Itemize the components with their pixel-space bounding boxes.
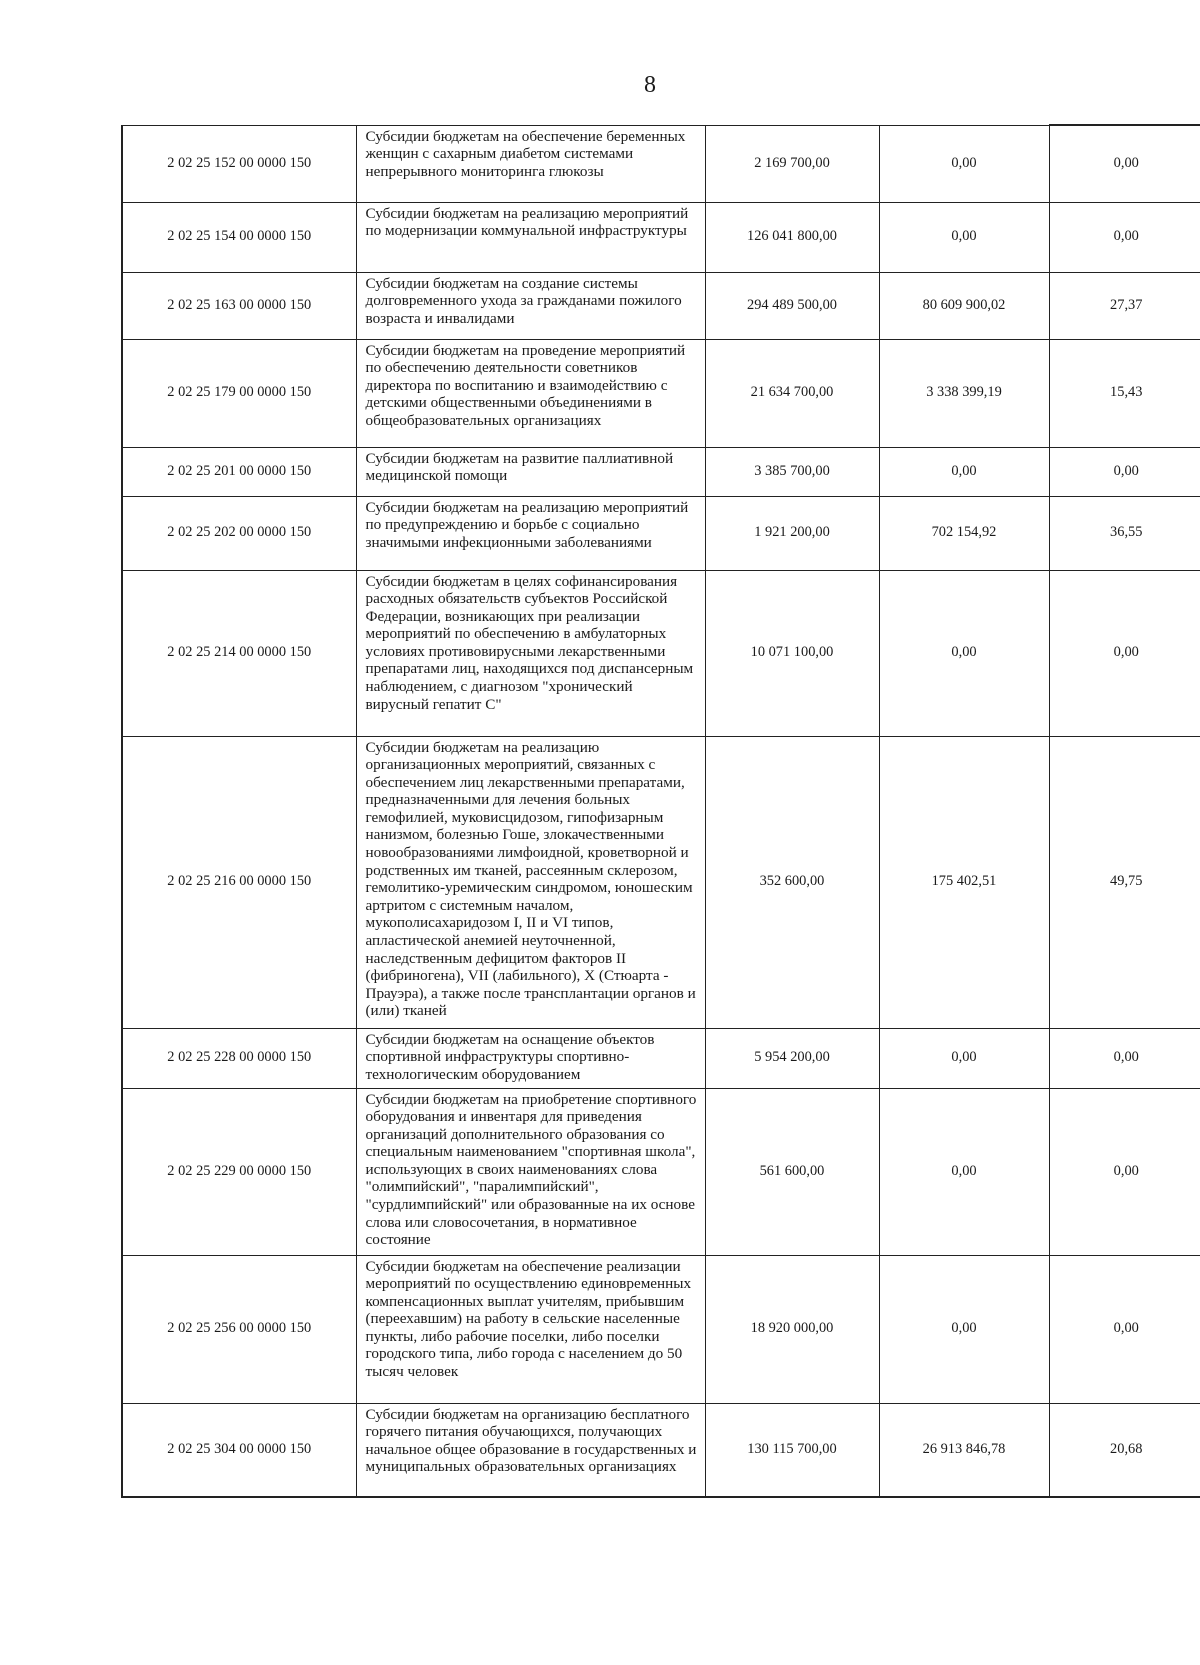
executed-amount-cell: 175 402,51: [879, 736, 1049, 1028]
table-row: [122, 447, 1200, 496]
execution-percent-cell: 27,37: [1049, 272, 1200, 339]
budget-code-cell: 2 02 25 163 00 0000 150: [122, 272, 356, 339]
execution-percent-cell: 0,00: [1049, 1088, 1200, 1255]
income-name-cell: Субсидии бюджетам на обеспечение реализации мероприятий по осуществлению единовременных компенсационных выплат учителям, прибывшим (переехавшим) на работу в сельские населенные пункты, либо рабочие поселки, либо поселки городского типа, либо города с населением до 50 тысяч человек: [356, 1255, 705, 1403]
executed-amount-cell: 0,00: [879, 570, 1049, 736]
planned-amount-cell: 1 921 200,00: [705, 496, 879, 570]
income-name-cell: Субсидии бюджетам в целях софинансирования расходных обязательств субъектов Российской Федерации, возникающих при реализации мероприятий по обеспечению в амбулаторных условиях противовирусными лекарственными препаратами лиц, находящихся под диспансерным наблюдением, с диагнозом "хронический вирусный гепатит C": [356, 570, 705, 736]
executed-amount-cell: 80 609 900,02: [879, 272, 1049, 339]
execution-percent-cell: 0,00: [1049, 1255, 1200, 1403]
executed-amount-cell: 0,00: [879, 1255, 1049, 1403]
planned-amount-cell: 21 634 700,00: [705, 339, 879, 447]
planned-amount-cell: 130 115 700,00: [705, 1403, 879, 1497]
budget-code-cell: 2 02 25 152 00 0000 150: [122, 125, 356, 202]
execution-percent-cell: 0,00: [1049, 447, 1200, 496]
execution-percent-cell: 0,00: [1049, 202, 1200, 272]
execution-percent-cell: 36,55: [1049, 496, 1200, 570]
income-name-cell: Субсидии бюджетам на создание системы долговременного ухода за гражданами пожилого возраста и инвалидами: [356, 272, 705, 339]
table-row: [122, 1403, 1200, 1497]
table-row: [122, 202, 1200, 272]
table-row: [122, 570, 1200, 736]
executed-amount-cell: 0,00: [879, 1028, 1049, 1088]
budget-code-cell: 2 02 25 228 00 0000 150: [122, 1028, 356, 1088]
executed-amount-cell: 26 913 846,78: [879, 1403, 1049, 1497]
income-name-cell: Субсидии бюджетам на оснащение объектов спортивной инфраструктуры спортивно-технологическим оборудованием: [356, 1028, 705, 1088]
income-name-cell: Субсидии бюджетам на реализацию мероприятий по предупреждению и борьбе с социально значимыми инфекционными заболеваниями: [356, 496, 705, 570]
income-name-cell: Субсидии бюджетам на реализацию мероприятий по модернизации коммунальной инфраструктуры: [356, 202, 705, 272]
execution-percent-cell: 0,00: [1049, 570, 1200, 736]
table-row: [122, 736, 1200, 1028]
income-name-cell: Субсидии бюджетам на развитие паллиативной медицинской помощи: [356, 447, 705, 496]
income-name-cell: Субсидии бюджетам на обеспечение беременных женщин с сахарным диабетом системами непрерывного мониторинга глюкозы: [356, 125, 705, 202]
budget-code-cell: 2 02 25 256 00 0000 150: [122, 1255, 356, 1403]
page-number: 8: [644, 72, 656, 98]
planned-amount-cell: 561 600,00: [705, 1088, 879, 1255]
execution-percent-cell: 0,00: [1049, 1028, 1200, 1088]
table-row: [122, 339, 1200, 447]
planned-amount-cell: 126 041 800,00: [705, 202, 879, 272]
planned-amount-cell: 5 954 200,00: [705, 1028, 879, 1088]
table-row: [122, 272, 1200, 339]
executed-amount-cell: 0,00: [879, 202, 1049, 272]
executed-amount-cell: 0,00: [879, 125, 1049, 202]
planned-amount-cell: 2 169 700,00: [705, 125, 879, 202]
planned-amount-cell: 294 489 500,00: [705, 272, 879, 339]
table-row: [122, 1255, 1200, 1403]
budget-code-cell: 2 02 25 229 00 0000 150: [122, 1088, 356, 1255]
budget-code-cell: 2 02 25 216 00 0000 150: [122, 736, 356, 1028]
executed-amount-cell: 702 154,92: [879, 496, 1049, 570]
planned-amount-cell: 3 385 700,00: [705, 447, 879, 496]
budget-code-cell: 2 02 25 304 00 0000 150: [122, 1403, 356, 1497]
income-name-cell: Субсидии бюджетам на организацию бесплатного горячего питания обучающихся, получающих начальное общее образование в государственных и муниципальных образовательных организациях: [356, 1403, 705, 1497]
budget-code-cell: 2 02 25 214 00 0000 150: [122, 570, 356, 736]
planned-amount-cell: 18 920 000,00: [705, 1255, 879, 1403]
executed-amount-cell: 3 338 399,19: [879, 339, 1049, 447]
executed-amount-cell: 0,00: [879, 447, 1049, 496]
execution-percent-cell: 49,75: [1049, 736, 1200, 1028]
execution-percent-cell: 0,00: [1049, 125, 1200, 202]
budget-code-cell: 2 02 25 202 00 0000 150: [122, 496, 356, 570]
table-row: [122, 1088, 1200, 1255]
income-name-cell: Субсидии бюджетам на проведение мероприятий по обеспечению деятельности советников директора по воспитанию и взаимодействию с детскими общественными объединениями в общеобразовательных организациях: [356, 339, 705, 447]
execution-percent-cell: 15,43: [1049, 339, 1200, 447]
table-row: [122, 496, 1200, 570]
planned-amount-cell: 352 600,00: [705, 736, 879, 1028]
income-name-cell: Субсидии бюджетам на реализацию организационных мероприятий, связанных с обеспечением лиц лекарственными препаратами, предназначенными для лечения больных гемофилией, муковисцидозом, гипофизарным нанизмом, болезнью Гоше, злокачественными новообразованиями лимфоидной, кроветворной и родственных им тканей, рассеянным склерозом, гемолитико-уремическим синдромом, юношеским артритом с системным началом, мукополисахаридозом I, II и VI типов, апластической анемией неуточненной, наследственным дефицитом факторов II (фибриногена), VII (лабильного), X (Стюарта - Прауэра), а также после трансплантации органов и (или) тканей: [356, 736, 705, 1028]
planned-amount-cell: 10 071 100,00: [705, 570, 879, 736]
budget-code-cell: 2 02 25 154 00 0000 150: [122, 202, 356, 272]
table-row: [122, 1028, 1200, 1088]
execution-percent-cell: 20,68: [1049, 1403, 1200, 1497]
income-name-cell: Субсидии бюджетам на приобретение спортивного оборудования и инвентаря для приведения организаций дополнительного образования со специальным наименованием "спортивная школа", использующих в своих наименованиях слова "олимпийский", "паралимпийский", "сурдлимпийский" или образованные на их основе слова или словосочетания, в нормативное состояние: [356, 1088, 705, 1255]
budget-table: [121, 124, 1200, 1498]
executed-amount-cell: 0,00: [879, 1088, 1049, 1255]
table-row: [122, 125, 1200, 202]
budget-code-cell: 2 02 25 201 00 0000 150: [122, 447, 356, 496]
budget-code-cell: 2 02 25 179 00 0000 150: [122, 339, 356, 447]
